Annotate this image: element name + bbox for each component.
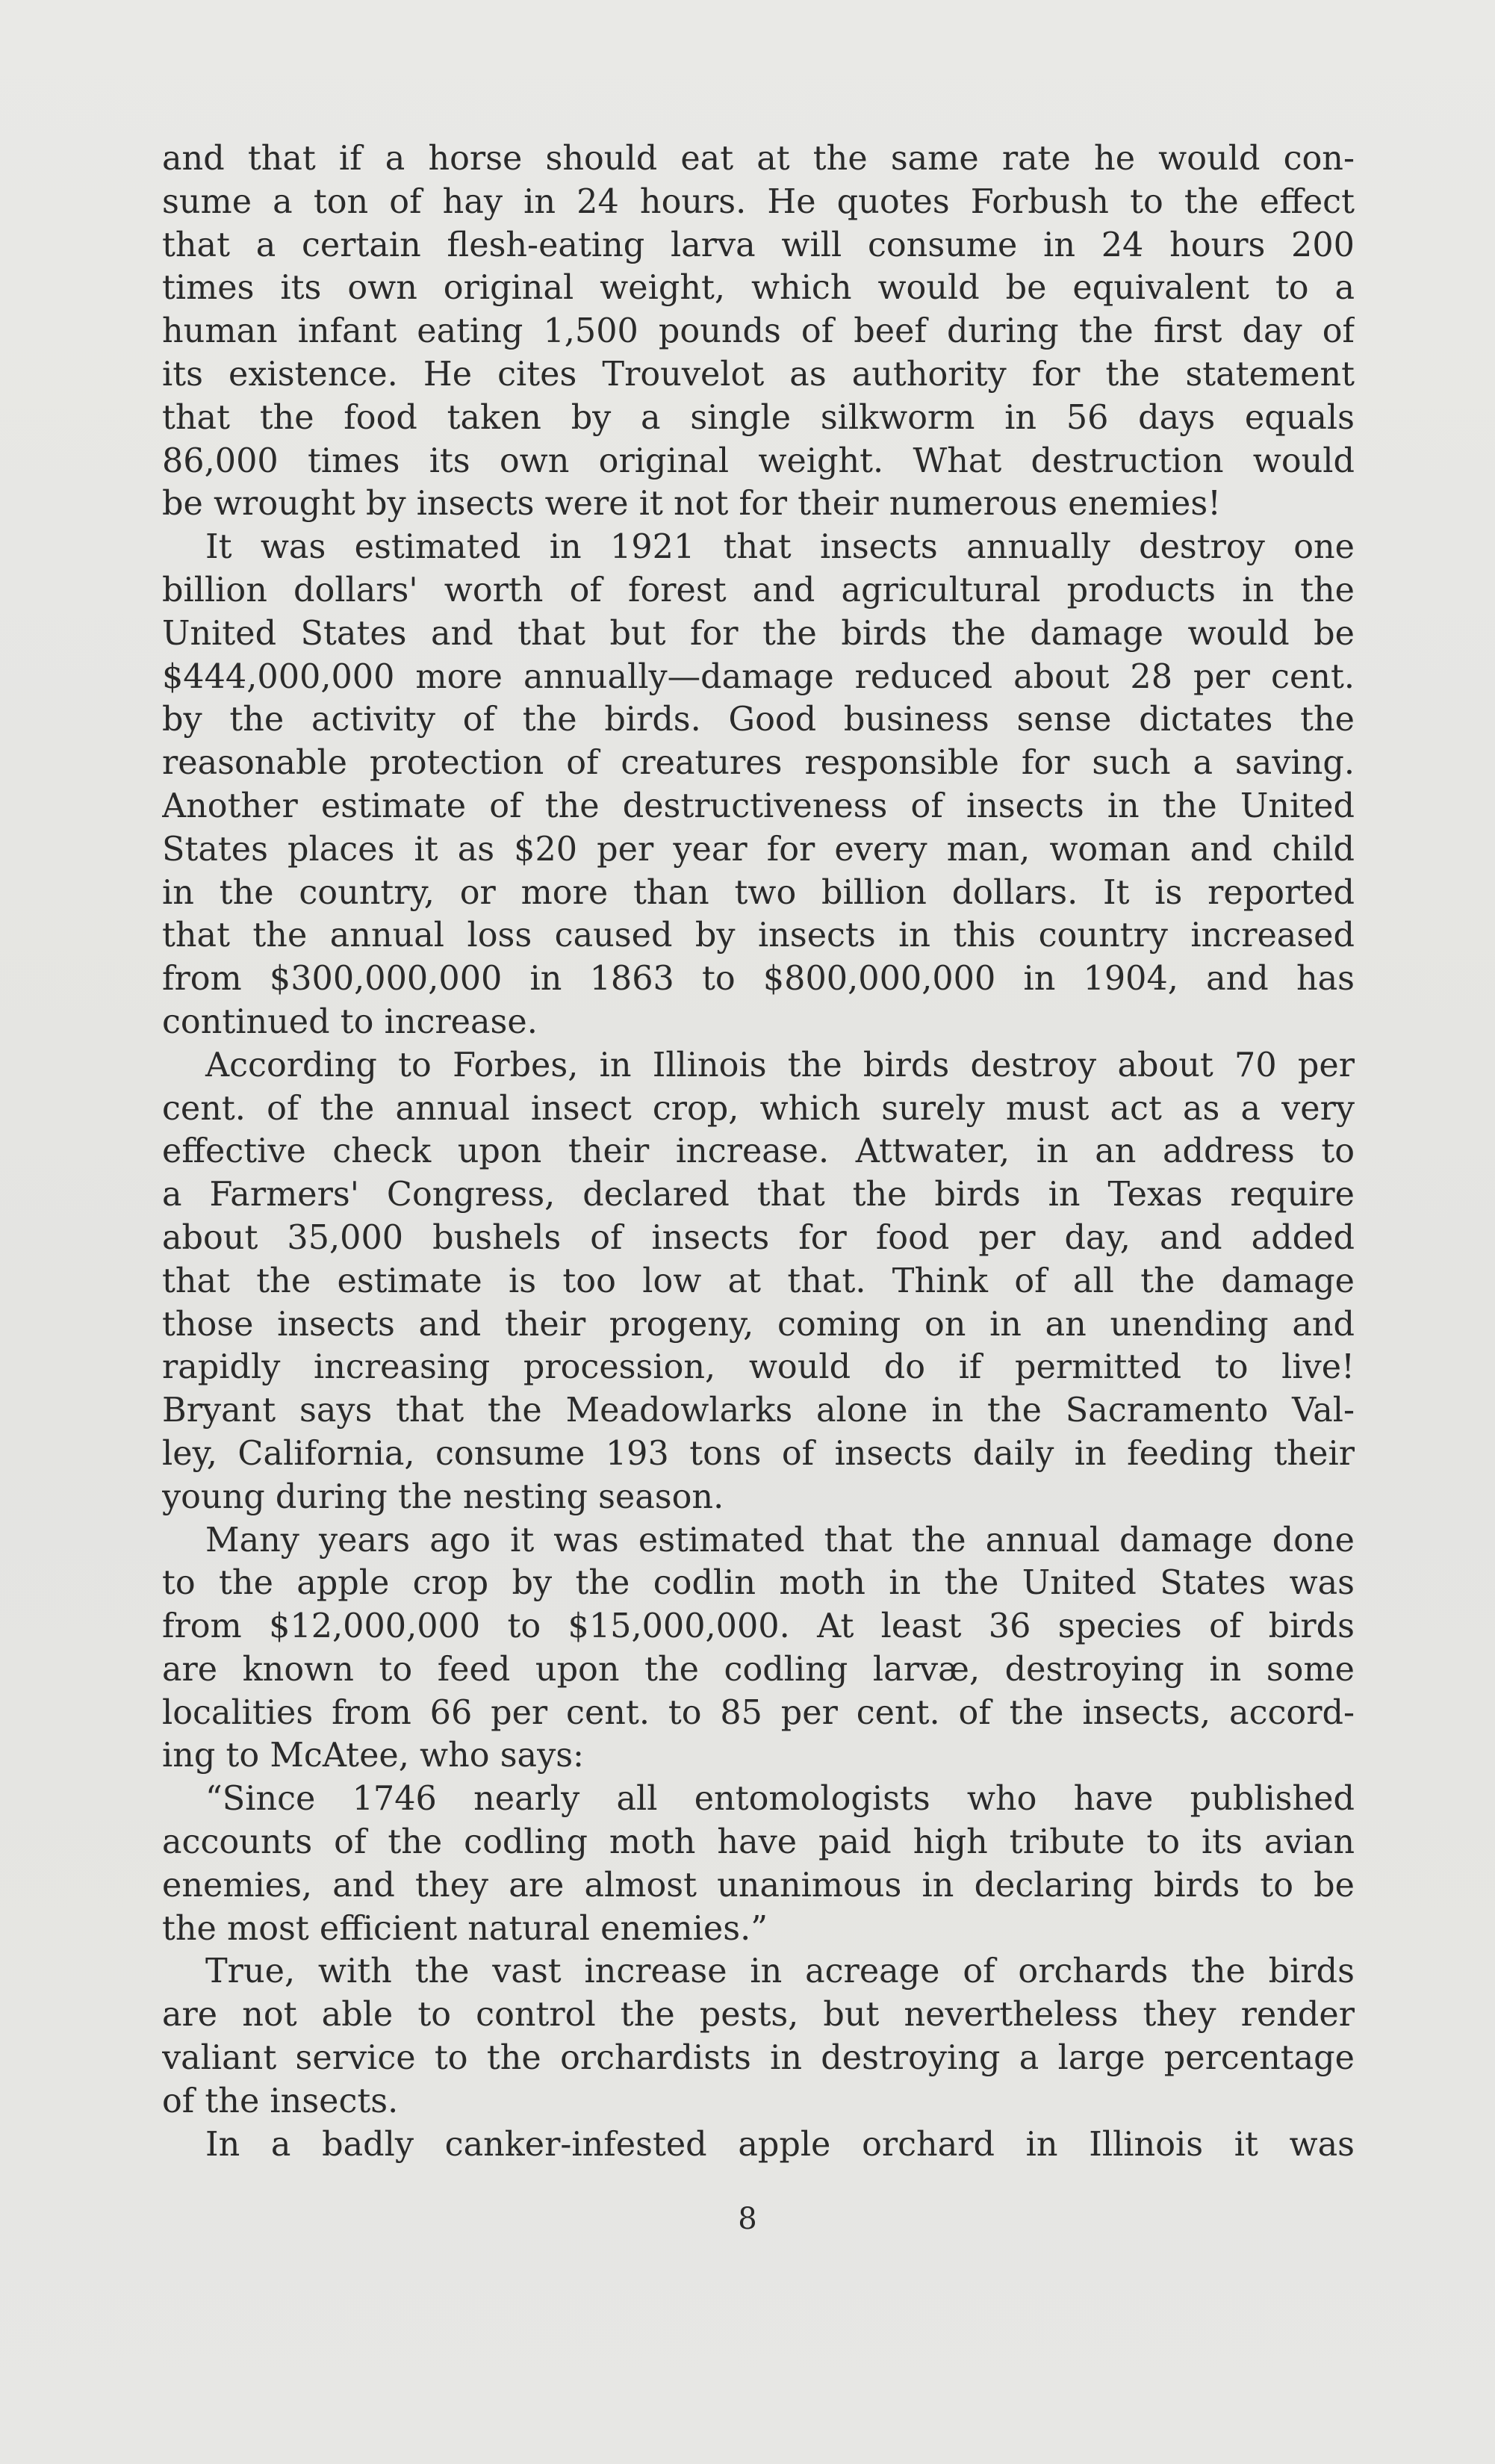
- text-line: times its own original weight, which would be equivalent to a: [162, 269, 1355, 308]
- paragraph-p4: [162, 1519, 1355, 1778]
- text-line: States places it as $20 per year for every man, woman and child: [162, 830, 1355, 869]
- text-line: human infant eating 1,500 pounds of beef during the first day of: [162, 312, 1355, 351]
- text-line: Another estimate of the destructiveness of insects in the United: [162, 786, 1355, 825]
- text-line: that a certain flesh-eating larva will consume in 24 hours 200: [162, 226, 1355, 264]
- text-line: localities from 66 per cent. to 85 per cent. of the insects, accord-: [162, 1693, 1355, 1732]
- text-line: billion dollars' worth of forest and agricultural products in the: [162, 571, 1355, 609]
- text-line: $444,000,000 more annually—damage reduced about 28 per cent.: [162, 657, 1355, 696]
- body-text: [162, 137, 1355, 2166]
- text-line: sume a ton of hay in 24 hours. He quotes Forbush to the effect: [162, 182, 1355, 221]
- text-line: It was estimated in 1921 that insects annually destroy one: [205, 528, 1355, 567]
- text-line: be wrought by insects were it not for their numerous enemies!: [162, 485, 1222, 524]
- text-line: that the estimate is too low at that. Think of all the damage: [162, 1262, 1355, 1300]
- paragraph-p3: [162, 1044, 1355, 1519]
- text-line: cent. of the annual insect crop, which surely must act as a very: [162, 1089, 1355, 1128]
- text-line: United States and that but for the birds the damage would be: [162, 614, 1355, 653]
- text-line: to the apple crop by the codlin moth in the United States was: [162, 1564, 1355, 1603]
- text-line: are known to feed upon the codling larvæ, destroying in some: [162, 1650, 1355, 1689]
- paragraph-p7: [162, 2123, 1355, 2167]
- text-line: ley, California, consume 193 tons of insects daily in feeding their: [162, 1434, 1355, 1473]
- text-line: 86,000 times its own original weight. What destruction would: [162, 441, 1355, 480]
- text-line: are not able to control the pests, but nevertheless they render: [162, 1996, 1355, 2035]
- text-line: accounts of the codling moth have paid high tribute to its avian: [162, 1823, 1355, 1862]
- text-line: reasonable protection of creatures responsible for such a saving.: [162, 744, 1355, 783]
- text-line: from $300,000,000 in 1863 to $800,000,000 in 1904, and has: [162, 960, 1355, 999]
- text-line: enemies, and they are almost unanimous in declaring birds to be: [162, 1866, 1355, 1905]
- text-line: that the food taken by a single silkworm in 56 days equals: [162, 398, 1355, 437]
- text-line: young during the nesting season.: [162, 1477, 724, 1516]
- text-line: continued to increase.: [162, 1002, 538, 1041]
- text-line: from $12,000,000 to $15,000,000. At least 36 species of birds: [162, 1607, 1355, 1646]
- text-line: Many years ago it was estimated that the annual damage done: [205, 1521, 1355, 1560]
- text-line: In a badly canker-infested apple orchard in Illinois it was: [205, 2125, 1355, 2164]
- text-line: about 35,000 bushels of insects for food per day, and added: [162, 1218, 1355, 1257]
- text-line: True, with the vast increase in acreage of orchards the birds: [205, 1952, 1355, 1991]
- paragraph-p2: [162, 526, 1355, 1044]
- text-line: effective check upon their increase. Attwater, in an address to: [162, 1132, 1355, 1171]
- text-line: that the annual loss caused by insects in this country increased: [162, 916, 1355, 955]
- text-line: “Since 1746 nearly all entomologists who have published: [205, 1780, 1355, 1819]
- paragraph-p6: [162, 1950, 1355, 2123]
- text-line: rapidly increasing procession, would do if permitted to live!: [162, 1348, 1355, 1387]
- text-line: a Farmers' Congress, declared that the birds in Texas require: [162, 1176, 1355, 1214]
- text-line: of the insects.: [162, 2082, 399, 2120]
- text-line: in the country, or more than two billion dollars. It is reported: [162, 873, 1355, 912]
- text-line: valiant service to the orchardists in destroying a large percentage: [162, 2039, 1355, 2078]
- text-line: by the activity of the birds. Good business sense dictates the: [162, 701, 1355, 739]
- text-line: According to Forbes, in Illinois the birds destroy about 70 per: [205, 1046, 1355, 1084]
- text-line: ing to McAtee, who says:: [162, 1737, 585, 1775]
- text-line: the most efficient natural enemies.”: [162, 1909, 768, 1948]
- text-line: its existence. He cites Trouvelot as authority for the statement: [162, 355, 1355, 394]
- text-line: those insects and their progeny, coming on in an unending and: [162, 1305, 1355, 1344]
- text-line: and that if a horse should eat at the same rate he would con-: [162, 140, 1355, 178]
- page-number: 8: [738, 2202, 757, 2236]
- paragraph-p1: [162, 137, 1355, 526]
- text-line: Bryant says that the Meadowlarks alone in the Sacramento Val-: [162, 1391, 1355, 1430]
- paragraph-p5: [162, 1778, 1355, 1950]
